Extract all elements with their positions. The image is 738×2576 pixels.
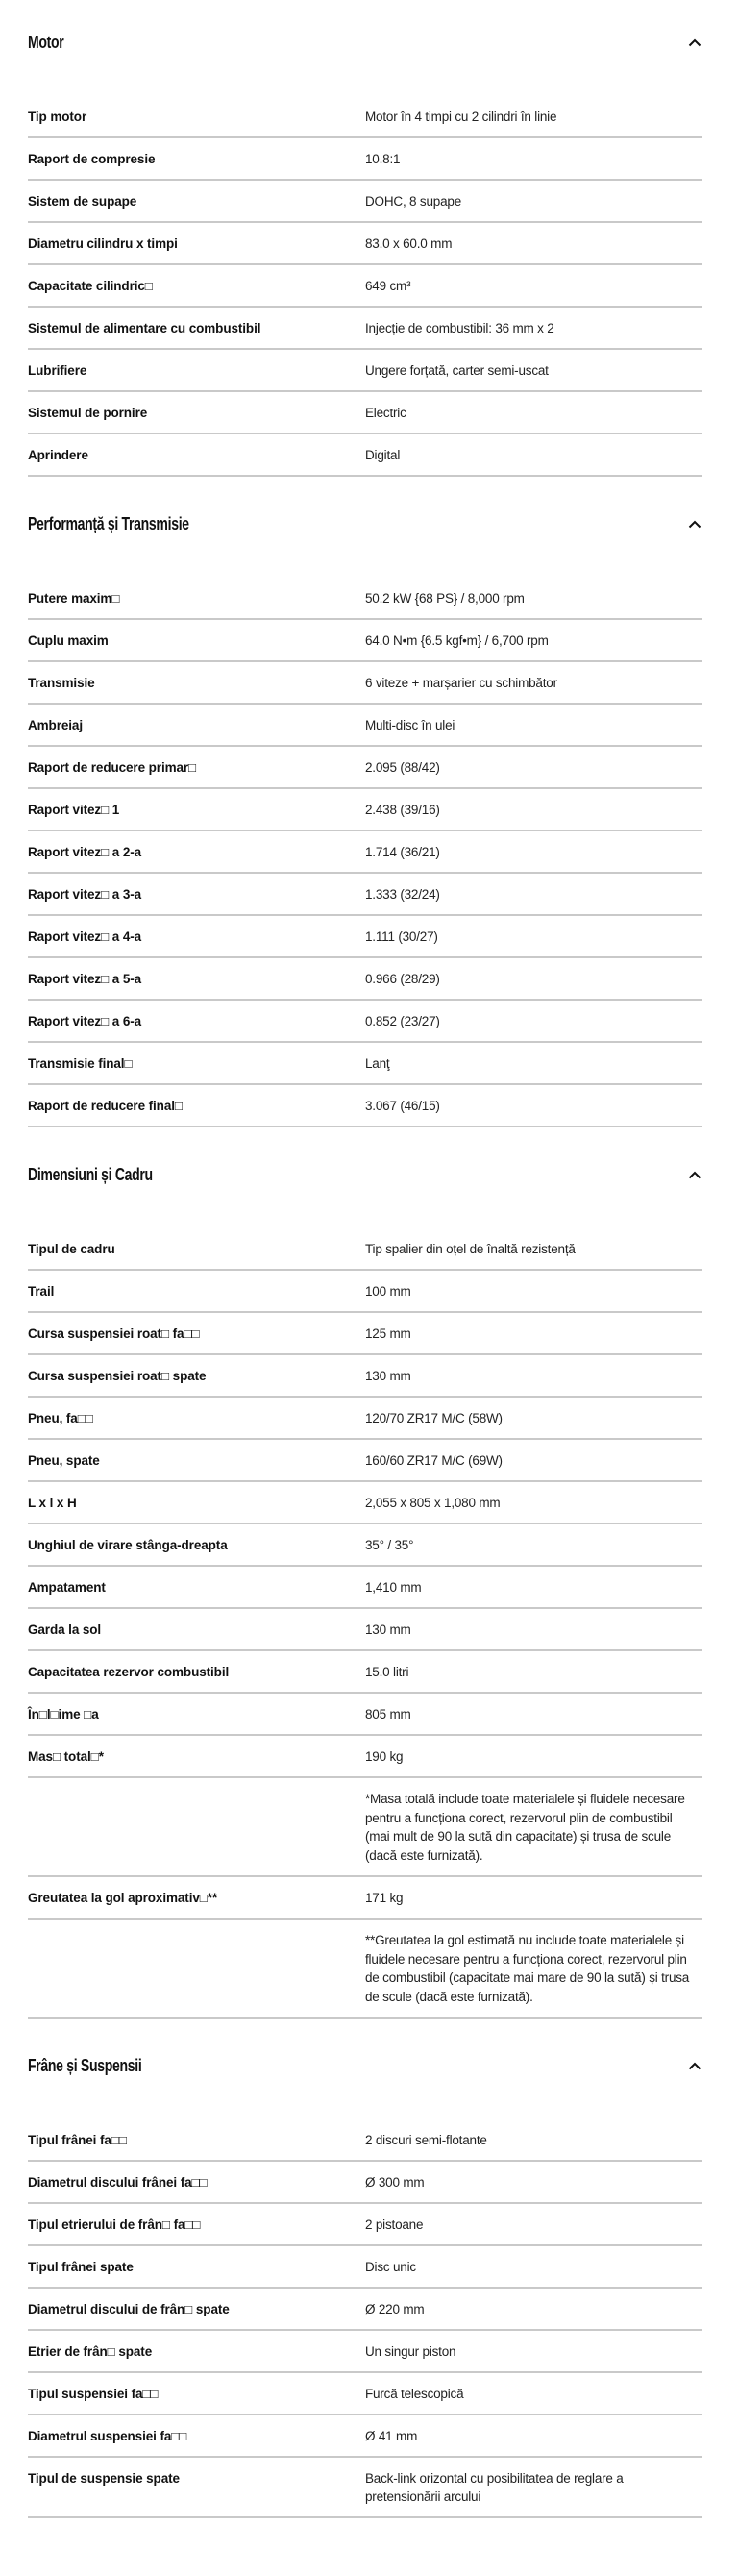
spec-label: Pneu, spate bbox=[28, 1453, 100, 1468]
spec-label: Garda la sol bbox=[28, 1622, 102, 1637]
spec-value: 3.067 (46/15) bbox=[365, 1099, 440, 1113]
spec-value: 64.0 N•m {6.5 kgf•m} / 6,700 rpm bbox=[365, 633, 549, 648]
spec-value: Ungere forțată, carter semi-uscat bbox=[365, 363, 549, 378]
spec-row bbox=[28, 958, 702, 1001]
spec-row bbox=[28, 1877, 702, 1920]
spec-label: Diametrul discului de frân□ spate bbox=[28, 2302, 230, 2316]
spec-value: 130 mm bbox=[365, 1622, 411, 1637]
spec-footnote-row bbox=[28, 1920, 702, 2019]
spec-value: Un singur piston bbox=[365, 2344, 456, 2359]
spec-label: Etrier de frân□ spate bbox=[28, 2344, 153, 2359]
chevron-up-icon[interactable] bbox=[685, 1165, 704, 1184]
spec-label: Mas□ total□* bbox=[28, 1749, 104, 1764]
spec-label: Capacitate cilindric□ bbox=[28, 279, 153, 293]
spec-value: 160/60 ZR17 M/C (69W) bbox=[365, 1453, 503, 1468]
spec-value: 1.714 (36/21) bbox=[365, 845, 440, 859]
section-header-toggle[interactable] bbox=[28, 1127, 702, 1196]
spec-value: 1.111 (30/27) bbox=[365, 929, 438, 944]
spec-value: Lanţ bbox=[365, 1056, 390, 1071]
spec-row bbox=[28, 1398, 702, 1440]
spec-value: 2 discuri semi-flotante bbox=[365, 2133, 487, 2147]
section-title: Performanță și Transmisie bbox=[28, 513, 189, 533]
spec-section-1 bbox=[28, 477, 702, 1127]
spec-section-0 bbox=[28, 0, 702, 477]
spec-row bbox=[28, 2458, 702, 2518]
spec-row bbox=[28, 1043, 702, 1085]
spec-row bbox=[28, 789, 702, 831]
spec-value: 35° / 35° bbox=[365, 1538, 414, 1552]
spec-value: 50.2 kW {68 PS} / 8,000 rpm bbox=[365, 591, 525, 606]
spec-row bbox=[28, 1228, 702, 1271]
spec-label: Tipul de suspensie spate bbox=[28, 2471, 180, 2486]
spec-value: Motor în 4 timpi cu 2 cilindri în linie bbox=[365, 110, 557, 124]
spec-row bbox=[28, 223, 702, 265]
spec-label: Trail bbox=[28, 1284, 55, 1299]
spec-row bbox=[28, 2246, 702, 2289]
spec-row bbox=[28, 1313, 702, 1355]
spec-label: Diametru cilindru x timpi bbox=[28, 236, 178, 251]
spec-row bbox=[28, 181, 702, 223]
spec-value: Ø 220 mm bbox=[365, 2302, 425, 2316]
spec-row bbox=[28, 350, 702, 392]
spec-row bbox=[28, 1651, 702, 1694]
spec-value: 120/70 ZR17 M/C (58W) bbox=[365, 1411, 503, 1425]
spec-footnote-row bbox=[28, 1778, 702, 1877]
spec-row bbox=[28, 1736, 702, 1778]
chevron-up-icon[interactable] bbox=[685, 514, 704, 533]
spec-value: Multi-disc în ulei bbox=[365, 718, 455, 732]
spec-value: 0.852 (23/27) bbox=[365, 1014, 440, 1028]
spec-row bbox=[28, 916, 702, 958]
spec-table bbox=[28, 2119, 702, 2518]
spec-row bbox=[28, 434, 702, 477]
spec-value: 171 kg bbox=[365, 1891, 404, 1905]
section-header-toggle[interactable] bbox=[28, 0, 702, 63]
spec-row bbox=[28, 747, 702, 789]
spec-label: Transmisie bbox=[28, 676, 95, 690]
spec-value: 100 mm bbox=[365, 1284, 411, 1299]
spec-value: **Greutatea la gol estimată nu include toate materialele și fluidele necesare pentru a funcționa corect, rezervorul plin de combustibil (capacitate mai mare de 90 la sută) și trusa de scule (dacă este furnizată). bbox=[365, 1933, 690, 2004]
spec-value: 2 pistoane bbox=[365, 2217, 424, 2232]
spec-row bbox=[28, 1694, 702, 1736]
spec-label: Raport de compresie bbox=[28, 152, 156, 166]
spec-value: Back-link orizontal cu posibilitatea de reglare a pretensionării arcului bbox=[365, 2471, 624, 2504]
spec-row bbox=[28, 2415, 702, 2458]
spec-row bbox=[28, 2204, 702, 2246]
spec-row bbox=[28, 1524, 702, 1567]
spec-table bbox=[28, 96, 702, 477]
spec-label: Raport vitez□ a 3-a bbox=[28, 887, 142, 902]
spec-value: 125 mm bbox=[365, 1326, 411, 1341]
spec-label: Tipul frânei spate bbox=[28, 2260, 134, 2274]
spec-label: Raport vitez□ a 2-a bbox=[28, 845, 142, 859]
section-title: Motor bbox=[28, 32, 64, 52]
spec-label: Tipul etrierului de frân□ fa□□ bbox=[28, 2217, 201, 2232]
spec-value: 1.333 (32/24) bbox=[365, 887, 440, 902]
spec-row bbox=[28, 138, 702, 181]
bottom-spacer bbox=[28, 2518, 702, 2576]
spec-sections bbox=[28, 0, 702, 2518]
spec-row bbox=[28, 96, 702, 138]
spec-label: Greutatea la gol aproximativ□** bbox=[28, 1891, 218, 1905]
spec-label: Raport vitez□ a 6-a bbox=[28, 1014, 142, 1028]
spec-label: Sistemul de alimentare cu combustibil bbox=[28, 321, 261, 335]
spec-value: 83.0 x 60.0 mm bbox=[365, 236, 453, 251]
spec-table bbox=[28, 1228, 702, 2019]
spec-label: Sistemul de pornire bbox=[28, 406, 148, 420]
spec-label: Diametrul suspensiei fa□□ bbox=[28, 2429, 187, 2443]
spec-row bbox=[28, 2162, 702, 2204]
spec-label: Putere maxim□ bbox=[28, 591, 120, 606]
spec-label: Lubrifiere bbox=[28, 363, 87, 378]
spec-label: Ambreiaj bbox=[28, 718, 83, 732]
spec-value: Ø 41 mm bbox=[365, 2429, 418, 2443]
spec-label: Raport vitez□ 1 bbox=[28, 803, 120, 817]
spec-row bbox=[28, 662, 702, 705]
spec-table bbox=[28, 578, 702, 1127]
spec-value: Disc unic bbox=[365, 2260, 416, 2274]
spec-row bbox=[28, 1567, 702, 1609]
spec-value: Electric bbox=[365, 406, 406, 420]
section-title: Frâne și Suspensii bbox=[28, 2055, 142, 2075]
spec-value: 2.095 (88/42) bbox=[365, 760, 440, 775]
spec-label: Diametrul discului frânei fa□□ bbox=[28, 2175, 208, 2190]
section-header-toggle[interactable] bbox=[28, 477, 702, 545]
spec-label: Cursa suspensiei roat□ spate bbox=[28, 1369, 207, 1383]
spec-value: 10.8:1 bbox=[365, 152, 401, 166]
spec-row bbox=[28, 1271, 702, 1313]
spec-value: Ø 300 mm bbox=[365, 2175, 425, 2190]
spec-row bbox=[28, 392, 702, 434]
spec-row bbox=[28, 1609, 702, 1651]
spec-label: În□l□ime □a bbox=[28, 1707, 99, 1721]
spec-value: Digital bbox=[365, 448, 401, 462]
spec-row bbox=[28, 705, 702, 747]
spec-value: Injecție de combustibil: 36 mm x 2 bbox=[365, 321, 554, 335]
spec-value: DOHC, 8 supape bbox=[365, 194, 461, 209]
spec-label: Cuplu maxim bbox=[28, 633, 109, 648]
spec-label: Tipul frânei fa□□ bbox=[28, 2133, 127, 2147]
spec-row bbox=[28, 265, 702, 308]
spec-row bbox=[28, 578, 702, 620]
spec-label: Tipul suspensiei fa□□ bbox=[28, 2387, 159, 2401]
spec-value: *Masa totală include toate materialele și fluidele necesare pentru a funcționa corect, rezervorul plin de combustibil (mai mult de 90 la sută din capacitate) și trusa de scule (dacă este furnizată). bbox=[365, 1792, 685, 1863]
spec-section-3 bbox=[28, 2019, 702, 2518]
spec-label: Raport de reducere primar□ bbox=[28, 760, 197, 775]
section-header-toggle[interactable] bbox=[28, 2019, 702, 2087]
chevron-up-icon[interactable] bbox=[685, 33, 704, 52]
spec-label: Unghiul de virare stânga-dreapta bbox=[28, 1538, 228, 1552]
spec-section-2 bbox=[28, 1127, 702, 2019]
spec-value: 2.438 (39/16) bbox=[365, 803, 440, 817]
spec-label: Cursa suspensiei roat□ fa□□ bbox=[28, 1326, 200, 1341]
spec-label: Ampatament bbox=[28, 1580, 106, 1595]
spec-value: 2,055 x 805 x 1,080 mm bbox=[365, 1496, 501, 1510]
spec-row bbox=[28, 1355, 702, 1398]
spec-row bbox=[28, 874, 702, 916]
spec-label: Aprindere bbox=[28, 448, 88, 462]
spec-label: Tipul de cadru bbox=[28, 1242, 115, 1256]
spec-label: Raport vitez□ a 5-a bbox=[28, 972, 142, 986]
spec-label: Pneu, fa□□ bbox=[28, 1411, 93, 1425]
spec-value: 130 mm bbox=[365, 1369, 411, 1383]
spec-row bbox=[28, 620, 702, 662]
spec-label: L x l x H bbox=[28, 1496, 77, 1510]
spec-value: Tip spalier din oțel de înaltă rezistență bbox=[365, 1242, 576, 1256]
spec-value: 15.0 litri bbox=[365, 1665, 409, 1679]
spec-row bbox=[28, 1482, 702, 1524]
spec-value: 190 kg bbox=[365, 1749, 404, 1764]
spec-row bbox=[28, 2289, 702, 2331]
spec-row bbox=[28, 2373, 702, 2415]
spec-value: 805 mm bbox=[365, 1707, 411, 1721]
chevron-up-icon[interactable] bbox=[685, 2056, 704, 2075]
spec-value: 6 viteze + marșarier cu schimbător bbox=[365, 676, 557, 690]
spec-value: 0.966 (28/29) bbox=[365, 972, 440, 986]
spec-label: Capacitatea rezervor combustibil bbox=[28, 1665, 230, 1679]
spec-row bbox=[28, 1001, 702, 1043]
spec-row bbox=[28, 1085, 702, 1127]
spec-label: Tip motor bbox=[28, 110, 87, 124]
spec-value: 1,410 mm bbox=[365, 1580, 422, 1595]
spec-value: Furcă telescopică bbox=[365, 2387, 464, 2401]
spec-label: Raport vitez□ a 4-a bbox=[28, 929, 142, 944]
section-title: Dimensiuni și Cadru bbox=[28, 1164, 153, 1184]
spec-row bbox=[28, 2119, 702, 2162]
spec-value: 649 cm³ bbox=[365, 279, 411, 293]
spec-row bbox=[28, 2331, 702, 2373]
spec-row bbox=[28, 831, 702, 874]
spec-label: Raport de reducere final□ bbox=[28, 1099, 183, 1113]
spec-label: Transmisie final□ bbox=[28, 1056, 133, 1071]
spec-label: Sistem de supape bbox=[28, 194, 137, 209]
spec-row bbox=[28, 1440, 702, 1482]
spec-row bbox=[28, 308, 702, 350]
